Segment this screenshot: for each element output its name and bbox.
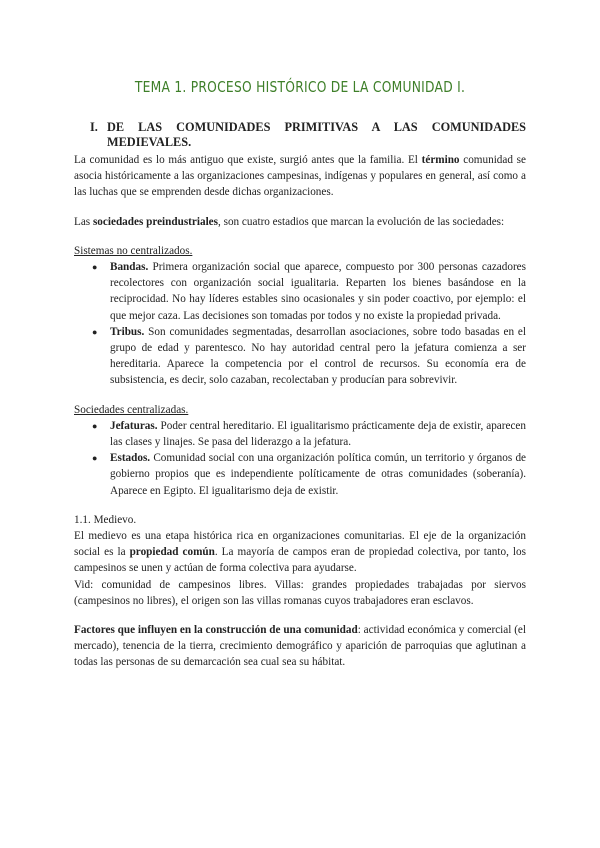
no-centralizados-list [74,259,526,389]
intro-bold-term: término [421,154,460,166]
factores-bold-term: Factores que influyen en la construcción de una comunidad [74,624,358,637]
section-heading-text: DE LAS COMUNIDADES PRIMITIVAS A LAS COMUNIDADES MEDIEVALES. [107,120,526,149]
list-item-text: Primera organización social que aparece, compuesto por 300 personas cazadores recolectores con organización social igualitaria. Reparten los bienes basándose en la reciprocidad. No hay líderes estables sino ocasionales y sin poder coactivo, por ejemplo: el que mejor caza. Las decisiones son tomadas por todos y no existe la propiedad privada. [110,261,526,322]
list-item-text: Comunidad social con una organización política común, un territorio y órganos de gobierno propios que es independiente políticamente de otras comunidades (soberanía). Aparece en Egipto. El igualitarismo deja de existir. [110,452,526,497]
bullet-icon: ● [92,453,98,464]
bullet-icon: ● [92,326,98,337]
list-item-text: Poder central hereditario. El igualitarismo prácticamente deja de existir, aparecen las clases y linajes. Se pasa del liderazgo a la jefatura. [110,419,526,449]
section-number: I. [90,120,98,134]
list-item-text: Son comunidades segmentadas, desarrollan asociaciones, sobre todo basadas en el grupo de edad y parentesco. No hay autoridad central pero la jefatura comienza a ser hereditaria. Aparece la competencia por el control de recursos. Su economía era de subsistencia, es decir, solo cazaban, recolectaban y producían para sobrevivir. [110,325,526,387]
list-item [74,259,526,324]
preindustrial-bold-term: sociedades preindustriales [92,215,218,228]
list-item [74,324,526,389]
preindustrial-text-1: Las [74,215,93,228]
medievo-text-1: El medievo es una etapa histórica rica en organizaciones comunitarias. El eje de la organización social es la [74,530,526,559]
centralizadas-list [74,418,526,499]
medievo-bold-term: propiedad común [129,546,215,559]
document-body [74,120,526,671]
medievo-heading: 1.1. Medievo. [74,513,137,526]
page-title: TEMA 1. PROCESO HISTÓRICO DE LA COMUNIDAD I. [134,78,466,96]
list-item [74,450,526,499]
intro-text-2: comunidad se asocia históricamente a las organizaciones campesinas, indígenas y populares en general, así como a las luchas que se emprenden desde dichas organizaciones. [74,154,526,199]
bullet-icon: ● [92,420,98,431]
factores-text: : actividad económica y comercial (el mercado), tenencia de la tierra, crecimiento demográfico y aparición de parroquias que aglutinan a todas las personas de su demarcación sea cual sea su hábitat. [74,624,527,669]
medievo-text-2: . La mayoría de campos eran de propiedad colectiva, por tanto, los campesinos se unen y actúan de forma colectiva para ayudarse. [74,546,526,575]
list-item-term: Jefaturas. [110,419,158,432]
preindustrial-text-2: , son cuatro estadios que marcan la evolución de las sociedades: [218,215,505,228]
list-item-term: Estados. [110,452,151,465]
intro-paragraph [74,152,526,201]
intro-text-1: La comunidad es lo más antiguo que existe, surgió antes que la familia. El [74,154,422,166]
centralizadas-heading: Sociedades centralizadas. [74,403,189,416]
list-item-term: Bandas. [110,261,149,274]
vid-paragraph: Vid: comunidad de campesinos libres. Villas: grandes propiedades trabajadas por siervos (campesinos no libres), el origen son las villas romanas cuyos trabajadores eran esclavos. [74,578,526,607]
list-item-term: Tribus. [110,325,145,338]
list-item [74,418,526,450]
factores-paragraph [74,622,526,671]
no-centralizados-heading: Sistemas no centralizados. [74,244,193,257]
preindustrial-paragraph [74,214,526,230]
bullet-icon: ● [92,262,98,273]
medievo-paragraph [74,528,526,577]
section-heading [74,120,526,150]
